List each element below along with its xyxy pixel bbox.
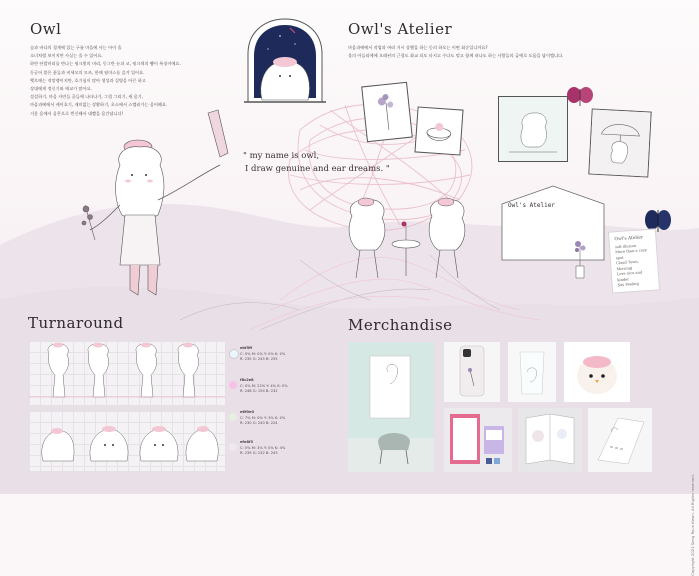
vase-flowers bbox=[568, 236, 592, 280]
swatch-name: f8c2e8 bbox=[240, 378, 254, 382]
owl-line: 햇으메는 적망쟁이지만, 호기심이 많아 생성과 질병을 아끈 하고 bbox=[30, 77, 146, 83]
owl-turnaround-views bbox=[29, 411, 225, 471]
swatch-3 bbox=[240, 410, 285, 427]
owl-line: 마음과에에서 케이호기, 재미없는 상황하기, 초소에서 스엘러가는 음어해요. bbox=[30, 102, 168, 108]
girl-turnaround-views bbox=[29, 341, 225, 405]
owl-line: 동글어 붙은 꽃들과 비세모의 모즈, 한때 핑머스를 즐겨 입어요. bbox=[30, 69, 145, 75]
phone-case bbox=[444, 342, 500, 402]
swatch-dot bbox=[229, 443, 237, 451]
glass-cup bbox=[508, 342, 556, 402]
owl-line: 거운 음에서 음콘으로 번신해서 대빨을 음간답니다! bbox=[30, 110, 124, 116]
swatch-cmyk: C: 0% M: 3% Y: 0% K: 4% bbox=[240, 445, 286, 450]
swatch-4 bbox=[240, 440, 285, 457]
cup-sketch bbox=[416, 108, 463, 155]
merch-phone-case-photo bbox=[444, 342, 500, 402]
swatch-name: efe8f3 bbox=[240, 440, 254, 444]
swatch-cmyk: C: 0% M: 22% Y: 4% K: 0% bbox=[240, 383, 288, 388]
window-owl-illustration bbox=[240, 14, 330, 109]
swatch-dot bbox=[229, 381, 237, 389]
atelier-line: 올의 아들리에에 오래된의 근경도 화교 되도 타지고 수다도 떨고 함께 떠나도 하는 사람들의 급예로 도움을 답이엘니다. bbox=[348, 53, 564, 59]
turnaround-title: Turnaround bbox=[28, 314, 124, 332]
merch-poster-room-photo bbox=[348, 342, 434, 472]
swatch-rgb: R: 239 G: 232 B: 243 bbox=[240, 451, 278, 455]
swatch-cmyk: C: 7% M: 0% Y: 3% K: 0% bbox=[240, 415, 286, 420]
tag-line: Cloud Town, Morning bbox=[615, 259, 639, 271]
frame-cup bbox=[414, 106, 463, 155]
cafe-scene-illustration bbox=[330, 196, 480, 286]
merch-notebook-photo bbox=[444, 408, 512, 472]
merch-plush-photo bbox=[564, 342, 630, 402]
tag-line: Owl's Atelier bbox=[614, 235, 644, 243]
frame-girl-sitting bbox=[498, 96, 568, 162]
swatch-name: ebf5ff bbox=[240, 346, 252, 350]
swatch-2 bbox=[240, 378, 288, 395]
frame-umbrella bbox=[588, 108, 651, 177]
merch-booklet-photo bbox=[518, 408, 582, 472]
merch-glass-photo bbox=[508, 342, 556, 402]
atelier-tag-card bbox=[608, 228, 660, 293]
notebook-set bbox=[444, 408, 512, 472]
frame-flowers bbox=[361, 82, 413, 143]
atelier-title: Owl's Atelier bbox=[348, 20, 453, 38]
owl-girl-illustration bbox=[80, 105, 240, 305]
girl-sitting-sketch bbox=[499, 97, 567, 161]
atelier-sign-text: Owl's Atelier bbox=[508, 202, 555, 209]
owl-line: 숲과 바다의 경계에 있는 구름 마을에 사는 아이 올 bbox=[30, 45, 122, 50]
swatch-dot bbox=[229, 349, 239, 359]
atelier-description bbox=[348, 44, 638, 60]
swatch-dot bbox=[229, 413, 237, 421]
owl-line: 상대에게 정신기와 애교가 많아요. bbox=[30, 86, 92, 92]
owl-line: 설설하기, 마음 자연들 골들에 나타나기, 그림 그리기, 새 음기, bbox=[30, 94, 144, 100]
umbrella-sketch bbox=[589, 110, 650, 177]
owl-line: 하얀 단발머리를 만나는 핑크빛의 머리, 동그란 눈과 코, 핑크색의 뺨이 특징이에요. bbox=[30, 61, 181, 67]
merchandise-title: Merchandise bbox=[348, 316, 453, 334]
quote-line-2: I draw genuine and ear dreams. " bbox=[245, 164, 390, 174]
turnaround-panel-girl bbox=[28, 340, 226, 406]
turnaround-panel-owl bbox=[28, 410, 226, 472]
swatch-rgb: R: 248 G: 194 B: 232 bbox=[240, 389, 278, 393]
copyright-text: Copyright 2021 Song Ryun Kwon. All Rights reserved. bbox=[690, 474, 695, 576]
quote-line-1: " my name is owl, bbox=[243, 151, 320, 161]
poster-room-scene bbox=[348, 342, 434, 472]
swatch-rgb: R: 230 G: 240 B: 224 bbox=[240, 421, 278, 425]
swatch-1 bbox=[240, 346, 285, 363]
flower-sketch bbox=[362, 83, 411, 141]
owl-title: Owl bbox=[30, 20, 62, 38]
swatch-name: e6f0e0 bbox=[240, 410, 254, 414]
merch-calendar-photo bbox=[588, 408, 652, 472]
owl-plush bbox=[564, 342, 630, 402]
tag-line: More than a cozy spot bbox=[615, 248, 647, 260]
tag-line: Love nice and kinder bbox=[616, 270, 643, 282]
quote bbox=[243, 150, 390, 176]
tag-line: soft illusion bbox=[614, 243, 637, 249]
owl-line: 소녀처럼 보이지만 사실는 올 수 있어요. bbox=[30, 53, 103, 59]
tag-line: Say Feeling bbox=[617, 281, 639, 288]
booklet bbox=[518, 408, 582, 472]
desk-calendar bbox=[588, 408, 652, 472]
swatch-rgb: R: 235 G: 245 B: 255 bbox=[240, 357, 278, 361]
butterfly-icon bbox=[566, 86, 594, 108]
atelier-line: 마음과에에서 작업과 여러 거시 상했을 하는 동의 하오는 이면 회순입니까요? bbox=[348, 45, 488, 50]
swatch-cmyk: C: 5% M: 0% Y: 0% K: 0% bbox=[240, 351, 286, 356]
